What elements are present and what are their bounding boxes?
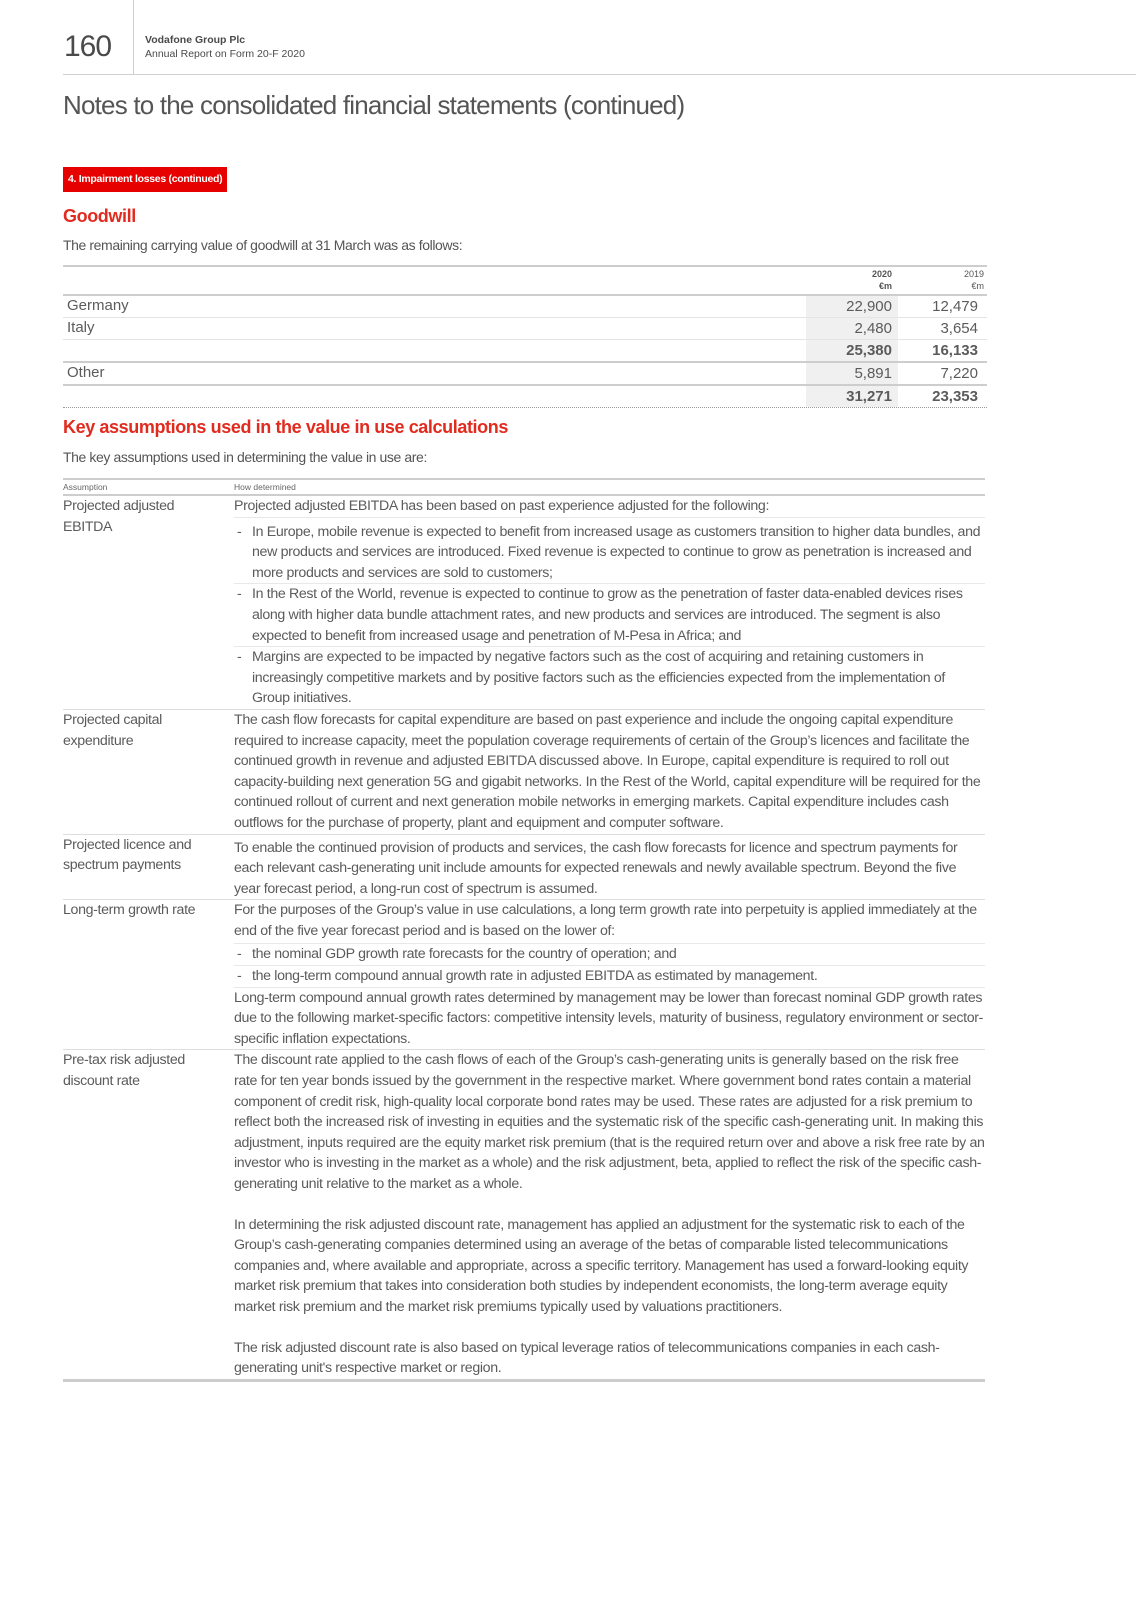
company-name: Vodafone Group Plc (145, 34, 246, 46)
assumption-label: Projected capital expenditure (63, 711, 162, 749)
col-how-determined: How determined (234, 482, 296, 492)
col-unit-2020: €m (878, 281, 892, 291)
page-title: Notes to the consolidated financial statements (continued) (63, 90, 685, 120)
how-determined: The cash flow forecasts for capital expenditure are based on past experience and include the ongoing capital expenditure required to increase capacity, meet the population coverage requirements of certain of the Group’s licences and facilitate the continued growth in revenue and adjusted EBITDA discussed above. In Europe, capital expenditure is required to roll out capacity-building next generation 5G and gigabit networks. In the Rest of the World, capital expenditure will be required for the continued rollout of current and next generation mobile networks in emerging markets. Capital expenditure includes cash outflows for the purchase of property, plant and equipment and computer software. (234, 711, 981, 831)
col-unit-2019: €m (971, 281, 984, 291)
dash-icon: - (237, 523, 242, 540)
dash-icon: - (237, 649, 242, 666)
value-2020: 22,900 (806, 296, 898, 317)
col-year-2019: 2019 (963, 269, 984, 279)
assumption-row (63, 1050, 985, 1381)
table-row (63, 363, 987, 386)
how-determined (234, 496, 985, 709)
report-name: Annual Report on Form 20-F 2020 (145, 48, 305, 60)
assumption-label: Projected licence and spectrum payments (63, 836, 192, 874)
assumptions-intro: The key assumptions used in determining the value in use are: (63, 449, 427, 465)
table-row (63, 296, 987, 318)
col-year-2020: 2020 (871, 269, 892, 279)
value-2019: 16,133 (932, 342, 978, 359)
value-2019: 12,479 (932, 298, 978, 315)
how-determined: To enable the continued provision of products and services, the cash flow forecasts for licence and spectrum payments for each relevant cash-generating unit include amounts for expected renewals and newly available spectrum. Beyond the five year forecast period, a long-run cost of spectrum is assumed. (234, 839, 958, 897)
dash-icon: - (237, 968, 242, 985)
col-assumption: Assumption (63, 482, 108, 492)
how-determined (234, 1050, 985, 1378)
assumption-label: Pre-tax risk adjusted discount rate (63, 1052, 185, 1090)
assumption-label: Long-term growth rate (63, 902, 196, 919)
value-2019: 3,654 (940, 320, 978, 337)
dash-icon: - (237, 946, 242, 963)
page-number: 160 (64, 30, 112, 63)
bullet-item: - Margins are expected to be impacted by negative factors such as the cost of acquiring and retaining customers in increasingly competitive markets and by positive factors such as the efficiencies expected from the implementation of Group initiatives. (234, 647, 985, 709)
row-label: Other (67, 364, 105, 381)
row-label: Italy (67, 319, 95, 336)
value-2019: 7,220 (940, 365, 978, 382)
how-determined (234, 900, 985, 1049)
goodwill-heading: Goodwill (63, 206, 136, 226)
assumption-row (63, 496, 985, 710)
tail-text: Long-term compound annual growth rates determined by management may be lower than forecast nominal GDP growth rates due to the following market-specific factors: competitive intensity levels, maturity of business, regulatory environment or sector-specific inflation expectations. (234, 989, 983, 1047)
bullet-item: - In the Rest of the World, revenue is expected to continue to grow as the penetration of faster data-enabled devices rises along with higher data bundle attachment rates, and new products and services are introduced. The segment is also expected to benefit from increased usage and penetration of M-Pesa in Africa; and (234, 584, 985, 647)
assumption-row (63, 710, 985, 835)
bullet-item: - the long-term compound annual growth rate in adjusted EBITDA as estimated by management. (234, 966, 985, 988)
paragraph: The discount rate applied to the cash flows of each of the Group’s cash-generating units is generally based on the risk free rate for ten year bonds issued by the government in the respective market. Where government bond rates contain a material component of credit risk, high-quality local corporate bond rates may be used. These rates are adjusted for a risk premium to reflect both the increased risk of investing in equities and the systematic risk of the specific cash-generating unit. In making this adjustment, inputs required are the equity market risk premium (that is the required return over and above a risk free rate by an investor who is investing in the market as a whole) and the risk adjustment, beta, applied to reflect the risk of the specific cash-generating unit relative to the market as a whole. (234, 1052, 985, 1192)
assumption-row (63, 900, 985, 1050)
value-2020: 25,380 (806, 340, 898, 361)
row-label: Germany (67, 297, 129, 314)
paragraph: The risk adjusted discount rate is also based on typical leverage ratios of telecommunications companies in each cash-generating unit's respective market or region. (234, 1339, 940, 1377)
assumption-label: Projected adjusted EBITDA (63, 498, 175, 535)
subtotal-row (63, 340, 987, 363)
table-row (63, 318, 987, 340)
value-2020: 31,271 (806, 386, 898, 407)
assumption-row (63, 835, 985, 901)
paragraph: In determining the risk adjusted discount rate, management has applied an adjustment for the systematic risk to each of the Group’s cash-generating companies determined using an average of the betas of comparable listed telecommunications companies and, where available and appropriate, across a specific territory. Management has used a forward-looking equity market risk premium that takes into consideration both studies by independent economists, the long-term average equity market risk premium and the market risk premiums typically used by valuations practitioners. (234, 1216, 969, 1315)
value-2020: 2,480 (806, 318, 898, 339)
value-2019: 23,353 (932, 388, 978, 405)
table-header (63, 267, 987, 296)
header-rule (63, 74, 1136, 75)
assumptions-table (63, 478, 985, 1382)
lead-text: For the purposes of the Group’s value in use calculations, a long term growth rate into perpetuity is applied immediately at the end of the five year forecast period and is based on the lower of: (234, 900, 985, 944)
header-divider (133, 0, 134, 75)
bullet-item: - the nominal GDP growth rate forecasts for the country of operation; and (234, 944, 985, 966)
assumptions-heading: Key assumptions used in the value in use calculations (63, 417, 508, 437)
goodwill-table (63, 265, 987, 408)
goodwill-intro: The remaining carrying value of goodwill at 31 March was as follows: (63, 237, 463, 253)
dash-icon: - (237, 586, 242, 603)
value-2020: 5,891 (806, 363, 898, 384)
lead-text: Projected adjusted EBITDA has been based on past experience adjusted for the following: (234, 496, 985, 518)
section-tag: 4. Impairment losses (continued) (63, 167, 227, 192)
bullet-item: - In Europe, mobile revenue is expected to benefit from increased usage as customers transition to higher data bundles, and new products and services are introduced. Fixed revenue is expected to continue to grow as penetration is increased and more products and services are sold to customers; (234, 522, 985, 585)
table-header (63, 480, 985, 496)
total-row (63, 386, 987, 408)
